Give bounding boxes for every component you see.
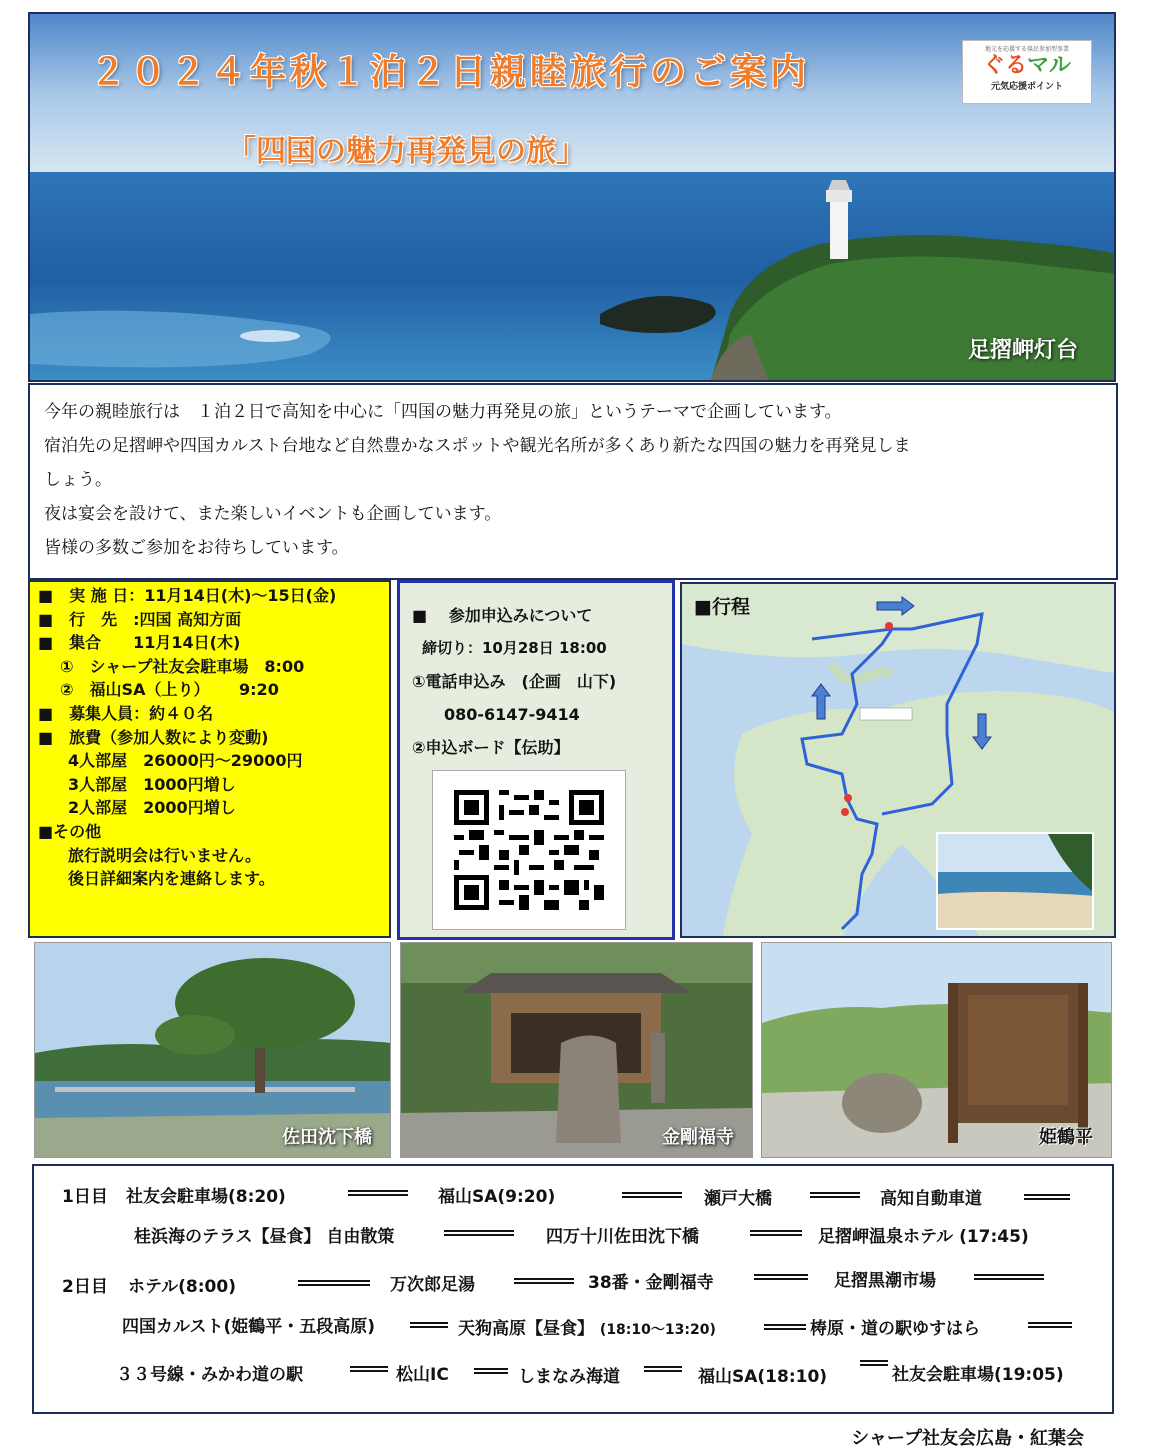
itin-stop: 梼原・道の駅ゆすはら bbox=[810, 1319, 980, 1339]
itin-stop: 瀬戸大橋 bbox=[704, 1189, 772, 1209]
route-connector bbox=[754, 1274, 808, 1280]
itin-stop: 福山SA(9:20) bbox=[438, 1187, 556, 1207]
trip-date: ■ 実 施 日：11月14日(木)～15日(金) bbox=[38, 586, 337, 605]
itin-stop: 足摺黒潮市場 bbox=[834, 1271, 936, 1291]
apply-deadline: 締切り：10月28日 18:00 bbox=[422, 639, 607, 657]
route-connector bbox=[444, 1230, 514, 1236]
intro-line: 宿泊先の足摺岬や四国カルスト台地など自然豊かなスポットや観光名所が多くあり新たな四国の魅力を再発見しま bbox=[44, 436, 911, 456]
route-connector bbox=[622, 1192, 682, 1198]
photo-himezurudaira bbox=[761, 942, 1112, 1158]
itin-stop: 38番・金剛福寺 bbox=[588, 1273, 714, 1293]
route-connector bbox=[974, 1274, 1044, 1280]
route-connector bbox=[1024, 1194, 1070, 1200]
itin-stop bbox=[458, 1314, 716, 1339]
qr-code[interactable] bbox=[432, 770, 626, 930]
route-connector bbox=[298, 1280, 370, 1286]
fee-3-person: 3人部屋 1000円増し bbox=[68, 774, 236, 794]
itin-stop-time: (18:10～13:20) bbox=[599, 1322, 716, 1338]
route-connector bbox=[750, 1230, 802, 1236]
itin-stop: ３３号線・みかわ道の駅 bbox=[116, 1365, 303, 1385]
hero-photo-caption: 足摺岬灯台 bbox=[967, 338, 1078, 363]
fee-2-person: 2人部屋 2000円増し bbox=[68, 798, 236, 818]
map-inset-photo bbox=[936, 832, 1094, 930]
route-map bbox=[680, 582, 1116, 938]
apply-phone-number[interactable]: 080-6147-9414 bbox=[444, 705, 580, 724]
meeting-point-1: ① シャープ社友会駐車場 8:00 bbox=[60, 656, 305, 676]
photo-caption: 姫鶴平 bbox=[1039, 1127, 1093, 1148]
photo-caption: 金剛福寺 bbox=[662, 1127, 734, 1148]
itin-stop-name: 天狗高原【昼食】 bbox=[458, 1319, 594, 1339]
fee-heading: ■ 旅費（参加人数により変動) bbox=[38, 727, 269, 747]
day1-label: 1日目 bbox=[62, 1187, 108, 1207]
itin-stop: 松山IC bbox=[396, 1365, 449, 1385]
page-subtitle: 「四国の魅力再発見の旅」 bbox=[226, 134, 586, 169]
route-connector bbox=[764, 1324, 806, 1330]
itinerary-box bbox=[32, 1164, 1114, 1414]
intro-line: しょう。 bbox=[44, 470, 112, 490]
photo-caption: 佐田沈下橋 bbox=[282, 1127, 372, 1148]
apply-phone-label: ①電話申込み (企画 山下) bbox=[412, 672, 617, 691]
itin-stop: ホテル(8:00) bbox=[128, 1277, 236, 1297]
itin-stop: 万次郎足湯 bbox=[390, 1275, 475, 1295]
route-connector bbox=[810, 1192, 860, 1198]
intro-line: 皆様の多数ご参加をお待ちしています。 bbox=[44, 538, 349, 558]
route-connector bbox=[348, 1190, 408, 1196]
qr-code-icon bbox=[449, 785, 609, 915]
route-connector bbox=[644, 1366, 682, 1372]
meeting-point-2: ② 福山SA（上り） 9:20 bbox=[60, 680, 279, 700]
route-connector bbox=[410, 1322, 448, 1328]
route-connector bbox=[474, 1368, 508, 1374]
route-connector bbox=[860, 1360, 888, 1366]
hero-banner bbox=[28, 12, 1116, 382]
page-title: ２０２４年秋１泊２日親睦旅行のご案内 bbox=[90, 52, 811, 93]
itin-stop: 四国カルスト(姫鶴平・五段高原) bbox=[122, 1317, 376, 1337]
itin-stop: 桂浜海のテラス【昼食】 自由散策 bbox=[134, 1227, 395, 1247]
other-heading: ■その他 bbox=[38, 821, 102, 841]
application-box bbox=[397, 580, 675, 940]
intro-line: 夜は宴会を設けて、また楽しいイベントも企画しています。 bbox=[44, 504, 502, 524]
trip-details-box bbox=[28, 580, 391, 938]
itin-stop: 社友会駐車場(19:05) bbox=[892, 1365, 1064, 1385]
logo-main-text bbox=[963, 53, 1091, 79]
apply-board-label: ②申込ボード【伝助】 bbox=[412, 738, 570, 757]
meeting-heading: ■ 集合 11月14日(木) bbox=[38, 633, 241, 653]
trip-destination: ■ 行 先 :四国 高知方面 bbox=[38, 609, 242, 629]
other-note-2: 後日詳細案内を連絡します。 bbox=[68, 869, 275, 889]
gurumaru-logo bbox=[962, 40, 1092, 104]
intro-line: 今年の親睦旅行は １泊２日で高知を中心に「四国の魅力再発見の旅」というテーマで企画しています。 bbox=[44, 402, 842, 422]
logo-sub-text: 元気応援ポイント bbox=[990, 82, 1063, 92]
logo-main-b: マル bbox=[1027, 53, 1072, 78]
route-connector bbox=[350, 1366, 388, 1372]
itin-stop: 足摺岬温泉ホテル (17:45) bbox=[818, 1227, 1029, 1247]
apply-heading: ■ 参加申込みについて bbox=[412, 606, 593, 625]
itin-stop: 福山SA(18:10) bbox=[698, 1367, 828, 1387]
day2-label: 2日目 bbox=[62, 1277, 108, 1297]
organizer-footer: シャープ社友会広島・紅葉会 bbox=[851, 1428, 1084, 1449]
logo-main-a: ぐる bbox=[982, 53, 1027, 78]
fee-4-person: 4人部屋 26000円～29000円 bbox=[68, 751, 303, 771]
intro-text-box bbox=[28, 383, 1118, 580]
itin-stop: 社友会駐車場(8:20) bbox=[126, 1187, 286, 1207]
itin-stop: しまなみ海道 bbox=[518, 1367, 620, 1387]
itin-stop: 高知自動車道 bbox=[880, 1189, 982, 1209]
photo-sata-bridge bbox=[34, 942, 391, 1158]
capacity: ■ 募集人員：約４０名 bbox=[38, 703, 214, 723]
map-label: ■行程 bbox=[694, 596, 750, 618]
other-note-1: 旅行説明会は行いません。 bbox=[68, 845, 261, 865]
logo-small-text: 地元を応援する県民参加型事業 bbox=[984, 46, 1069, 53]
photo-kongofukuji bbox=[400, 942, 753, 1158]
itin-stop: 四万十川佐田沈下橋 bbox=[546, 1227, 699, 1247]
route-connector bbox=[1028, 1322, 1072, 1328]
route-connector bbox=[514, 1278, 574, 1284]
